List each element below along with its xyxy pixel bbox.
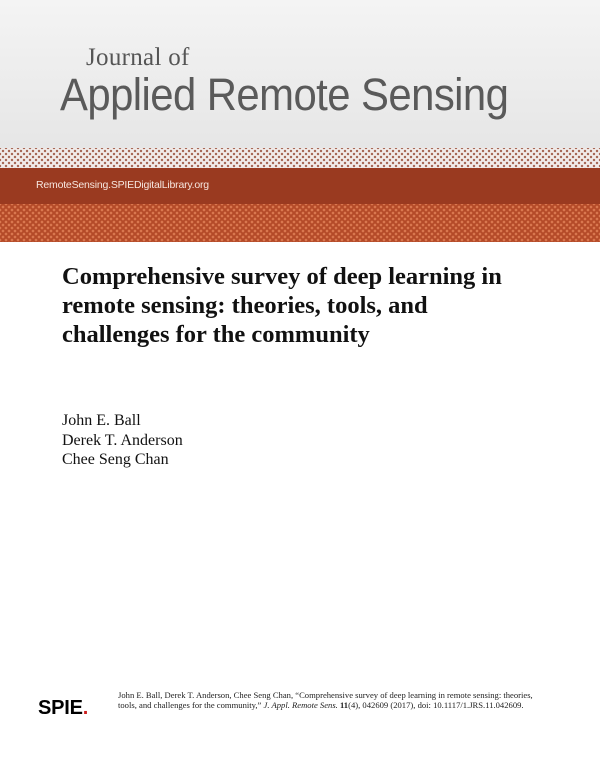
paper-title: Comprehensive survey of deep learning in remote sensing: theories, tools, and challenges for the community xyxy=(62,263,502,348)
citation-journal: J. Appl. Remote Sens. xyxy=(263,700,338,711)
decorative-dotted-stripe-bottom xyxy=(0,204,600,242)
citation-text xyxy=(118,690,538,710)
spie-logo-text: SPIE xyxy=(38,697,83,719)
journal-of-text: Journal of xyxy=(86,44,190,71)
author-name: Derek T. Anderson xyxy=(62,431,183,449)
author-list xyxy=(62,411,183,470)
spie-logo xyxy=(38,697,88,720)
decorative-dotted-stripe-top xyxy=(0,148,600,168)
journal-masthead xyxy=(0,0,600,148)
citation-volume: 11 xyxy=(339,700,349,711)
citation-authors-title: John E. Ball, Derek T. Anderson, Chee Seng Chan, “Comprehensive survey of deep learning in remote sensing: theories, tools, and challenges for the community,” xyxy=(118,690,533,711)
citation-details: (4), 042609 (2017), doi: 10.1117/1.JRS.11.042609. xyxy=(348,700,524,711)
author-name: Chee Seng Chan xyxy=(62,451,169,468)
journal-name: Applied Remote Sensing xyxy=(60,69,509,120)
spie-logo-dot: . xyxy=(82,697,89,719)
website-link[interactable]: RemoteSensing.SPIEDigitalLibrary.org xyxy=(36,179,209,191)
author-name: John E. Ball xyxy=(62,412,141,429)
